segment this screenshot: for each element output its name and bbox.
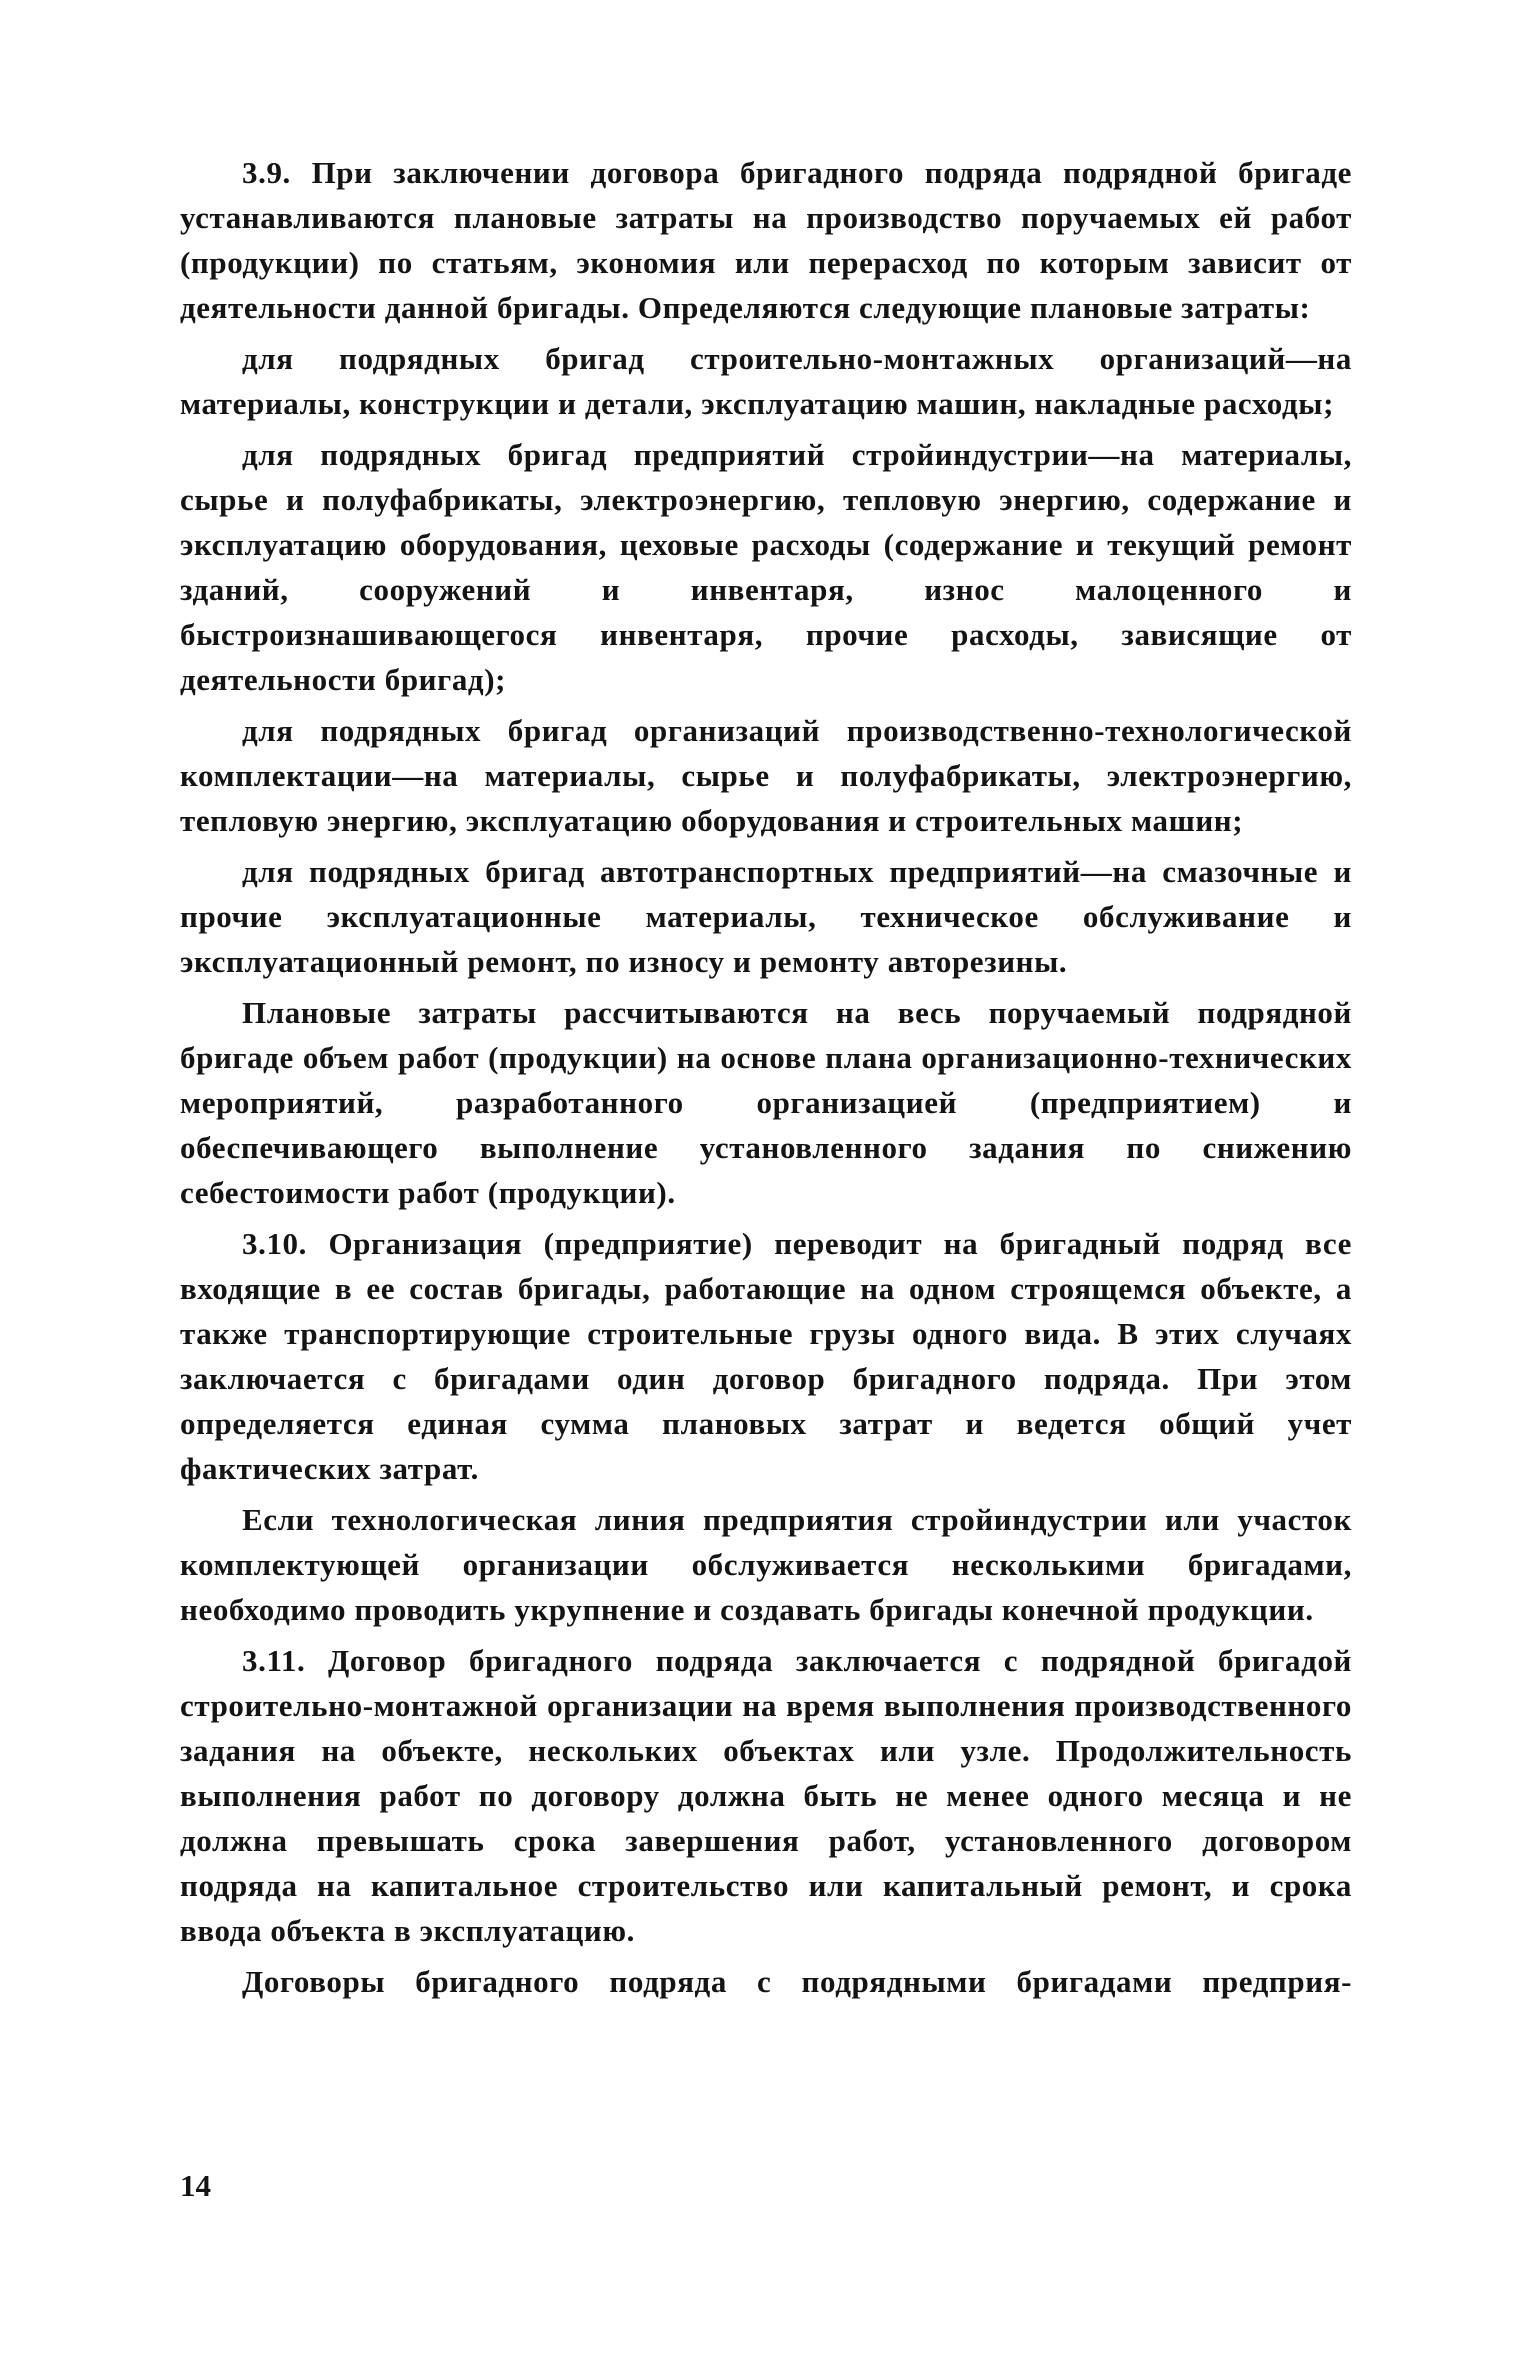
paragraph-industry-brigades: для подрядных бригад предприятий стройиндустрии—на материалы, сырье и полуфабрикаты, электроэнергию, тепловую энергию, содержание и эксплуатацию оборудования, цеховые расходы (содержание и текущий ремонт зданий, сооружений и инвентаря, износ малоценного и быстроизнашивающегося инвентаря, прочие расходы, зависящие от деятельности бригад);: [180, 437, 1352, 697]
paragraph-3-11: 3.11. Договор бригадного подряда заключается с подрядной бригадой строительно-монтажной организации на время выполнения производственного задания на объекте, нескольких объектах или узле. Продолжительность выполнения работ по договору должна быть не менее одного месяца и не должна превышать срока завершения работ, установленного договором подряда на капитальное строительство или капитальный ремонт, и срока ввода объекта в эксплуатацию.: [180, 1643, 1352, 1948]
paragraph-planned-costs: Плановые затраты рассчитываются на весь поручаемый подрядной бригаде объем работ (продукции) на основе плана организационно-технических мероприятий, разработанного организацией (предприятием) и обеспечивающего выполнение установленного задания по снижению себестоимости работ (продукции).: [180, 995, 1352, 1210]
paragraph-technological-line: Если технологическая линия предприятия стройиндустрии или участок комплектующей организации обслуживается несколькими бригадами, необходимо проводить укрупнение и создавать бригады конечной продукции.: [180, 1502, 1352, 1627]
page-number: 14: [180, 2168, 211, 2203]
paragraph-transport-brigades: для подрядных бригад автотранспортных предприятий—на смазочные и прочие эксплуатационные материалы, техническое обслуживание и эксплуатационный ремонт, по износу и ремонту авторезины.: [180, 854, 1352, 979]
paragraph-smr-brigades: для подрядных бригад строительно-монтажных организаций—на материалы, конструкции и детали, эксплуатацию машин, накладные расходы;: [180, 341, 1352, 421]
paragraph-supply-brigades: для подрядных бригад организаций производственно-технологической комплектации—на материалы, сырье и полуфабрикаты, электроэнергию, тепловую энергию, эксплуатацию оборудования и строительных машин;: [180, 713, 1352, 838]
paragraph-continuation: Договоры бригадного подряда с подрядными бригадами предприя-: [242, 1964, 1352, 1999]
paragraph-3-10: 3.10. Организация (предприятие) переводит на бригадный подряд все входящие в ее состав бригады, работающие на одном строящемся объекте, а также транспортирующие строительные грузы одного вида. В этих случаях заключается с бригадами один договор бригадного подряда. При этом определяется единая сумма плановых затрат и ведется общий учет фактических затрат.: [180, 1226, 1352, 1486]
paragraph-3-9: 3.9. При заключении договора бригадного подряда подрядной бригаде устанавливаются плановые затраты на производство поручаемых ей работ (продукции) по статьям, экономия или перерасход по которым зависит от деятельности данной бригады. Определяются следующие плановые затраты:: [180, 155, 1352, 325]
document-page: [180, 150, 1352, 2010]
